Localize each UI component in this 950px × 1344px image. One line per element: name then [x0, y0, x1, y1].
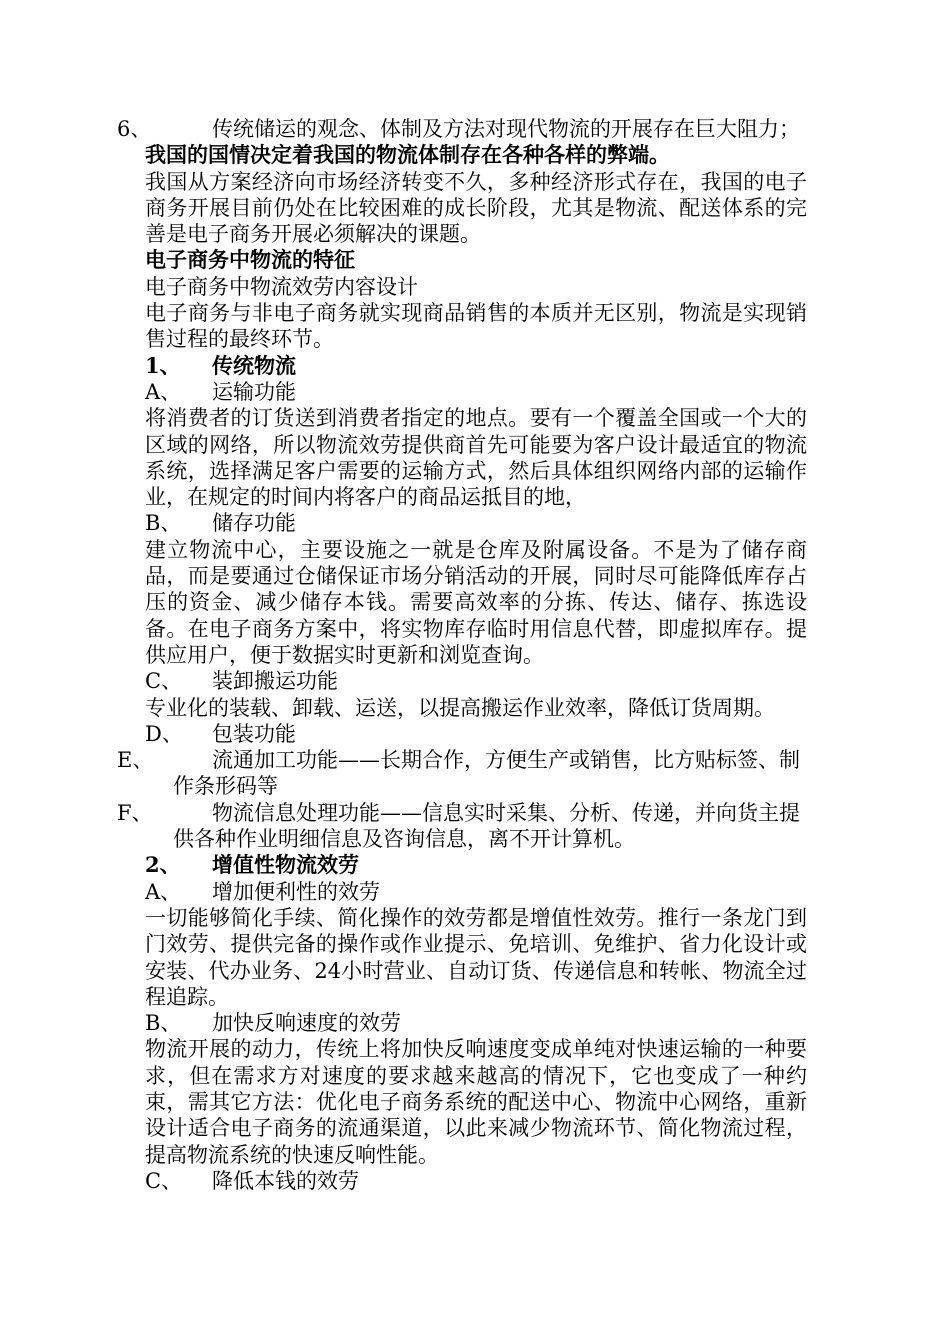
list-item-text: 包装功能 — [212, 721, 296, 746]
list-item-number: F、 — [117, 800, 153, 825]
list-item-number: A、 — [145, 879, 182, 904]
list-item-number: 2、 — [145, 852, 181, 878]
list-item — [145, 721, 807, 747]
list-item — [145, 852, 807, 878]
paragraph: 物流开展的动力，传统上将加快反响速度变成单纯对快速运输的一种要求，但在需求方对速度的要求越来越高的情况下，它也变成了一种约束，需其它方法：优化电子商务系统的配送中心、物流中心网络，重新设计适合电子商务的流通渠道，以此来减少物流环节、简化物流过程，提高物流系统的快速反响性能。 — [145, 1037, 807, 1167]
list-item-text: 物流信息处理功能——信息实时采集、分析、传递，并向货主提供各种作业明细信息及咨询信息，离不开计算机。 — [173, 800, 800, 852]
paragraph: 电子商务中物流效劳内容设计 — [145, 274, 418, 299]
list-item — [145, 379, 807, 405]
list-item-number: E、 — [117, 748, 154, 773]
list-item — [145, 1168, 807, 1194]
list-item — [145, 879, 807, 905]
list-item — [117, 116, 807, 142]
list-item-text: 传统储运的观念、体制及方法对现代物流的开展存在巨大阻力； — [212, 117, 800, 141]
list-item-number: 6、 — [117, 117, 152, 141]
list-item — [117, 747, 807, 800]
list-item-text: 装卸搬运功能 — [212, 669, 338, 694]
list-item — [117, 800, 807, 853]
list-item-number: C、 — [145, 669, 183, 694]
paragraph: 电子商务与非电子商务就实现商品销售的本质并无区别，物流是实现销售过程的最终环节。 — [145, 301, 807, 352]
list-item-text: 加快反响速度的效劳 — [212, 1011, 401, 1036]
paragraph: 建立物流中心，主要设施之一就是仓库及附属设备。不是为了储存商品，而是要通过仓储保证市场分销活动的开展，同时尽可能降低库存占压的资金、减少储存本钱。需要高效率的分拣、传达、储存、拣选设备。在电子商务方案中，将实物库存临时用信息代替，即虚拟库存。提供应用户，便于数据实时更新和浏览查询。 — [145, 537, 807, 667]
list-item-number: D、 — [145, 721, 183, 746]
list-item-text: 储存功能 — [212, 511, 296, 536]
list-item-text: 增加便利性的效劳 — [212, 879, 380, 904]
list-item-text: 降低本钱的效劳 — [212, 1168, 359, 1193]
section-heading: 电子商务中物流的特征 — [145, 247, 355, 273]
paragraph: 专业化的装载、卸载、运送，以提高搬运作业效率，降低订货周期。 — [145, 695, 775, 720]
list-item — [145, 668, 807, 694]
list-item-text: 传统物流 — [212, 352, 296, 378]
list-item-text: 流通加工功能——长期合作，方便生产或销售，比方贴标签、制作条形码等 — [173, 748, 800, 799]
list-item-number: A、 — [145, 379, 182, 404]
list-item-text: 增值性物流效劳 — [212, 852, 359, 878]
document-body — [117, 116, 807, 1194]
list-item-number: 1、 — [145, 352, 181, 378]
list-item — [145, 510, 807, 536]
section-heading: 我国的国情决定着我国的物流体制存在各种各样的弊端。 — [145, 142, 670, 168]
list-item — [145, 353, 807, 379]
paragraph: 一切能够简化手续、简化操作的效劳都是增值性效劳。推行一条龙门到门效劳、提供完备的操作或作业提示、免培训、免维护、省力化设计或安装、代办业务、24小时营业、自动订货、传递信息和转帐、物流全过程追踪。 — [145, 905, 807, 1009]
list-item-number: C、 — [145, 1168, 183, 1193]
paragraph: 将消费者的订货送到消费者指定的地点。要有一个覆盖全国或一个大的区域的网络，所以物流效劳提供商首先可能要为客户设计最适宜的物流系统，选择满足客户需要的运输方式，然后具体组织网络内部的运输作业，在规定的时间内将客户的商品运抵目的地， — [145, 406, 807, 510]
paragraph: 我国从方案经济向市场经济转变不久，多种经济形式存在，我国的电子商务开展目前仍处在比较困难的成长阶段，尤其是物流、配送体系的完善是电子商务开展必须解决的课题。 — [145, 169, 807, 247]
list-item-text: 运输功能 — [212, 379, 296, 404]
list-item-number: B、 — [145, 1011, 182, 1036]
list-item — [145, 1010, 807, 1036]
list-item-number: B、 — [145, 511, 182, 536]
